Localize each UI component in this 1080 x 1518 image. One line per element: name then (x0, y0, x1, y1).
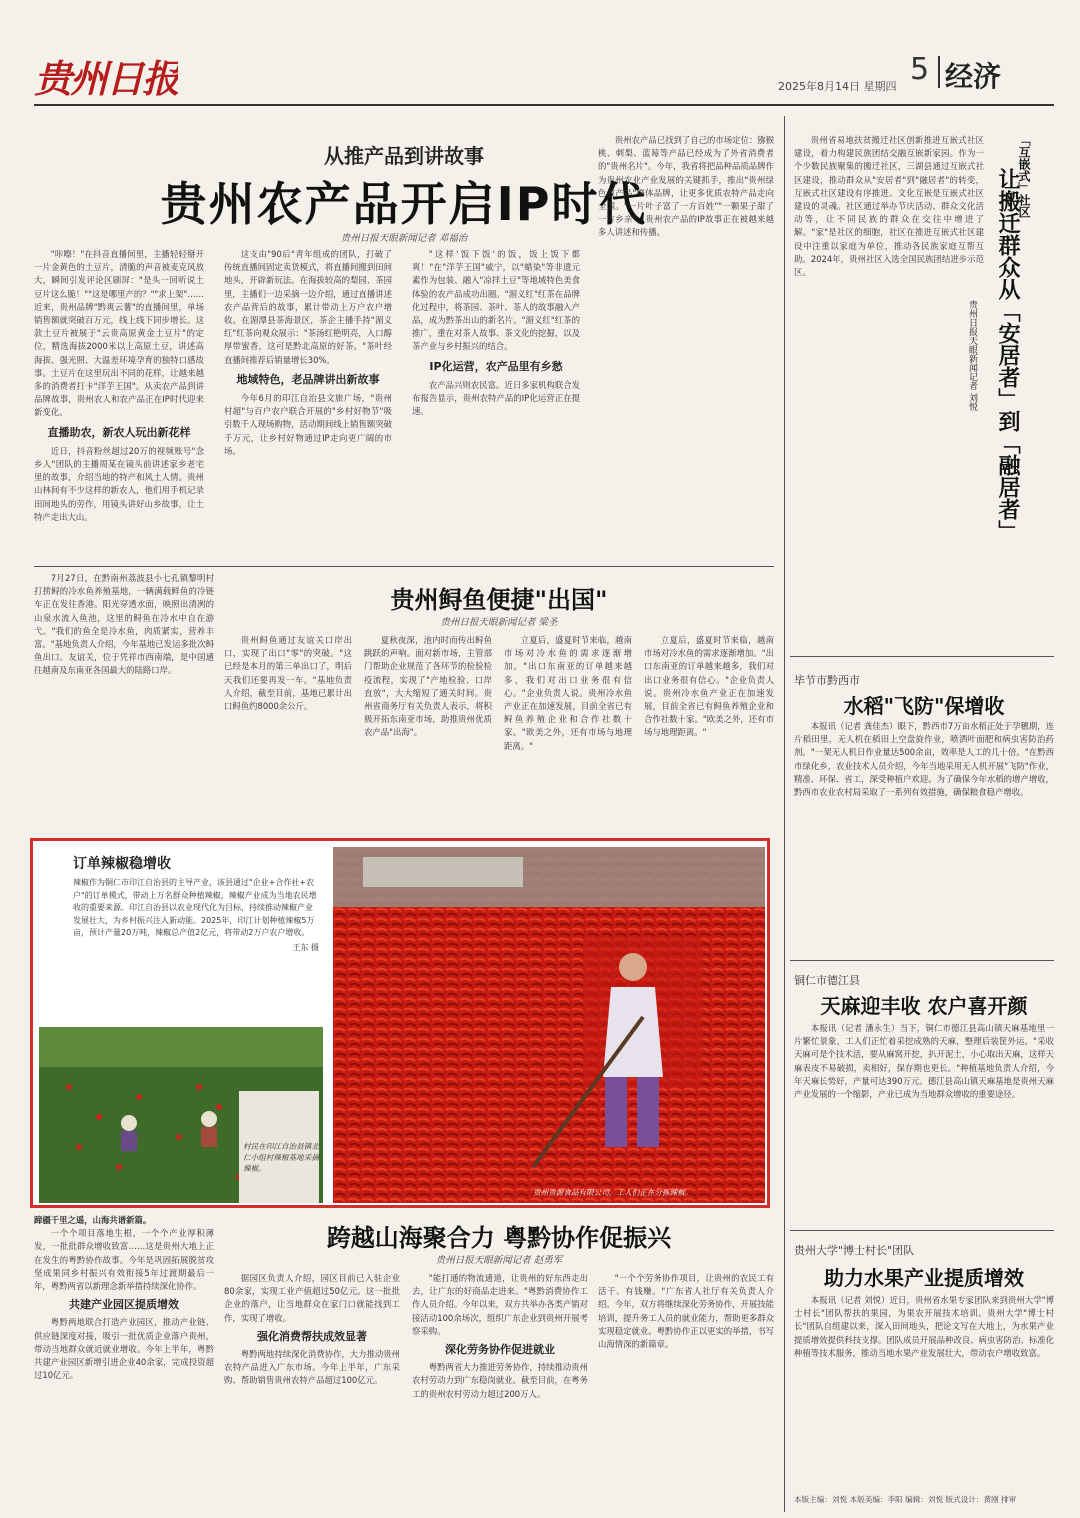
coop-column-1 (34, 1214, 214, 1514)
coop-col1b-text: 粤黔两地联合打造产业园区，推动产业链、供应链深度对接，吸引一批优质企业落户贵州，带动当地群众就近就业增收。今年上半年，粤黔共建产业园区新增引进企业40余家，完成投资超过10亿元。 (34, 1317, 214, 1381)
fish-headline: 贵州鲟鱼便捷"出国" (390, 586, 608, 614)
lead-col3-text: "这样'饭下饭'的饭，饭上饭下都爽！"在"洋芋王国"威宁，以"蜡染"等非遗元素作为包装、融入"凉拌土豆"等地域特色美食体验的农产品成功出圈。"湄义红"红茶在品牌化过程中，将茶园、茶叶、茶人的故事融入产品，成为黔茶出山的新名片。"湄义红"红茶的推广，重在对茶人故事、茶文化的挖掘，以及茶产业与乡村振兴的结合。 (412, 249, 580, 352)
lead-column-3 (412, 248, 580, 560)
lead-column-2 (224, 248, 392, 560)
coop-byline: 贵州日报天眼新闻记者 赵勇军 (435, 1255, 563, 1266)
chili-title: 订单辣椒稳增收 (73, 856, 171, 872)
coop-col2-text: 据园区负责人介绍，园区目前已入驻企业80余家，实现工业产值超过50亿元。这一批批企业的落户，让当地群众在家门口就能找到工作，实现了增收。 (224, 1273, 400, 1323)
side1-byline: 贵州日报天眼新闻记者 刘悦 (967, 300, 977, 411)
fish-column-2 (224, 634, 352, 832)
issue-date: 2025年8月14日 星期四 (778, 80, 897, 93)
chili-feature-box (30, 838, 770, 1208)
side2-headline: 水稻"飞防"保增收 (843, 694, 1005, 718)
page-footer-credits: 本版主编：刘悦 本版美编：李阳 编辑：刘悦 版式设计：黄刚 排审 (794, 1495, 1017, 1504)
side2-text (794, 720, 1054, 950)
chili-drying-photo (333, 847, 765, 1203)
side1-headline: 让搬迁群众从「安居者」到「融居者」 (995, 168, 1020, 542)
coop-col3-subhead: 深化劳务协作促进就业 (445, 1343, 555, 1357)
side4-headline: 助力水果产业提质增效 (824, 1266, 1024, 1290)
side4-text (794, 1294, 1054, 1484)
lead-col1-subhead: 直播助农，新农人玩出新花样 (47, 425, 191, 439)
lead-byline: 贵州日报天眼新闻记者 邓福治 (340, 233, 468, 244)
section-name: 经济 (945, 60, 1002, 93)
lead-col2-text: 这支由"90后"青年组成的团队，打破了传统直播间固定卖货模式，将直播间搬到田间地头，开辟新玩法。在海拔较高的梨园、茶园里，主播们一边采摘一边介绍，通过直播讲述农产品背后的故事，累计带动上万户农户增收。在湄潭县茶海景区，茶企主播手持"湄义红"红茶向观众展示："茶汤红艳明亮，入口醇厚带蜜香，这可是黔北高原的好茶。"茶叶经直播间推荐后销量增长30%。 (224, 249, 392, 365)
field-photo-caption: 村民在印江自治县镇北仁小组村辣椒基地采摘辣椒。 (243, 1142, 319, 1173)
lead-kicker: 从推产品到讲故事 (324, 144, 484, 168)
coop-col1-text: 一个个项目落地生根，一个个产业厚积薄发，一批批群众增收致富……这是贵州大地上正在发生的粤黔协作故事。今年是巩固拓展脱贫攻坚成果同乡村振兴有效衔接5年过渡期最后一年，粤黔两省以新理念新举措持续深化协作。 (34, 1228, 214, 1292)
fish-col1-text: 7月27日，在黔南州荔波县小七孔镇黎明村打捞鲟的冷水鱼养殖基地，一辆满载鲜鱼的冷链车正在发往香港。阳光穿透水面，映照出清冽的山泉水流入鱼池，这里的鲟鱼在冷水中自在游弋。"我们的鱼全是冷水鱼，肉质紧实，营养丰富。"基地负责人介绍，今年基地已发运多批次鲟鱼出口。友谊关，位于凭祥市西南端，是中国通往越南及东南亚各国最大的陆路口岸。 (34, 573, 214, 676)
lead-bottom-rule (34, 566, 774, 567)
fish-byline: 贵州日报天眼新闻记者 梁圣 (440, 617, 558, 628)
chili-photo-caption: 贵州贵源食品有限公司，工人们正在分拣辣椒。 (533, 1188, 693, 1197)
side3-body: 本报讯（记者 潘永生）当下，铜仁市德江县高山镇天麻基地里一片繁忙景象，工人们正忙着采挖成熟的天麻，整理后装筐外运。"采收天麻可是个技术活，要从麻窝开挖，扒开泥土，小心取出天麻，这样天麻表皮不易破损，卖相好，保存期也更长。"种植基地负责人介绍，今年天麻长势好，产量可达390万元。德江县高山镇天麻基地是贵州天麻产业发展的一个缩影，产业已成为当地群众增收的重要途径。 (794, 1023, 1054, 1100)
side-rule-3 (790, 1230, 1054, 1231)
lead-column-1 (34, 248, 204, 560)
lead-column-4 (598, 134, 774, 560)
side4-label: 贵州大学"博士村长"团队 (794, 1244, 915, 1257)
fish-col3-text: 夏秋夜深，池内时而传出鲟鱼跳跃的声响。面对新市场，主管部门帮助企业规范了各环节的检验检疫流程，实现了"产地检验、口岸直放"，大大缩短了通关时间。贵州省商务厅有关负责人表示，将积极开拓东南亚市场，助推贵州优质农产品"出海"。 (364, 635, 492, 738)
side-rule-1 (790, 656, 1054, 657)
lead-col2-subhead: 地域特色，老品牌讲出新故事 (236, 372, 380, 386)
fish-col4-text: 立夏后，盛夏时节来临，越南市场对冷水鱼的需求逐渐增加。"出口东南亚的订单越来越多，我们对出口业务很有信心。"企业负责人说。贵州冷水鱼产业正在加速发展，目前全省已有鲟鱼养殖企业和合作社数十家。"欧美之外，还有市场与地理距离。" (504, 635, 632, 751)
lead-col1-text: "咔嚓！"在抖音直播间里，主播轻轻掰开一片金黄色的土豆片，清脆的声音被麦克风放大，瞬间引发评论区刷屏："是头一回听说土豆片这么脆！""这是哪里产的？""求上架"……近来，贵州品牌"黔爽云薯"的直播间里，单场销售额就突破百万元，线上线下同步增长。这款土豆片被展于"云贵高原黄金土豆片"的定位，精选海拔2000米以上高原土豆，讲述高海拔、强光照、大温差环境孕育的独特口感故事。土豆片在这里玩出不同的花样，让越来越多的消费者打卡"洋芋王国"。从卖农产品到讲品牌故事，贵州农人和农产品正在IP时代迎来新变化。 (34, 249, 204, 418)
newspaper-logo: 贵州日报 (34, 56, 179, 101)
side3-text (794, 1022, 1054, 1222)
coop-headline: 跨越山海聚合力 粤黔协作促振兴 (326, 1224, 672, 1252)
fish-column-1 (34, 572, 214, 832)
top-rule (34, 104, 1054, 106)
lead-col4-text: 贵州农产品已找到了自己的市场定位：猕猴桃、刺梨、蓝莓等产品已经成为了外省消费者的"贵州名片"。今年，我省将把品种品质品牌作为贵州农业产业发展的关键抓手，推出"贵州绿色农产品"整体品牌，让更多优质农特产品走向全国。"一片叶子富了一方百姓""一颗果子甜了一方乡亲"，贵州农产品的IP故事正在被越来越多人讲述和传播。 (598, 135, 774, 238)
coop-col3b-text: 粤黔两省大力推进劳务协作，持续推动贵州农村劳动力到广东稳岗就业。截至目前，在粤务工的贵州农村劳动力超过200万人。 (412, 1362, 588, 1399)
coop-col2b-text: 粤黔两地持续深化消费协作，大力推动贵州农特产品进入广东市场。今年上半年，广东采购、帮助销售贵州农特产品超过100亿元。 (224, 1349, 400, 1386)
chili-text (73, 877, 319, 954)
fish-column-5 (644, 634, 774, 832)
side3-headline: 天麻迎丰收 农户喜开颜 (820, 994, 1028, 1018)
fish-col5-text: 立夏后，盛夏时节来临，越南市场对冷水鱼的需求逐渐增加。"出口东南亚的订单越来越多，我们对出口业务很有信心。"企业负责人说。贵州冷水鱼产业正在加速发展，目前全省已有鲟鱼养殖企业和合作社数十家。"欧美之外，还有市场与地理距离。" (644, 635, 774, 738)
coop-column-4 (598, 1272, 774, 1512)
lead-col1b-text: 近日，抖音粉丝超过20万的视频账号"念乡人"团队的主播周某在镜头前讲述家乡老宅里的故事，介绍当地的特产和风土人情。贵州山林间有不少这样的新农人，他们用手机记录田间地头的劳作，用镜头讲好山乡故事，让土特产走出大山。 (34, 445, 204, 522)
section-divider (938, 56, 940, 88)
page-number: 5 (910, 52, 930, 87)
fish-column-3 (364, 634, 492, 832)
fish-column-4 (504, 634, 632, 832)
coop-col1-lead: 蹄疆千里之遥，山海共谱新篇。 (34, 1215, 152, 1225)
side2-label: 毕节市黔西市 (794, 674, 860, 687)
side1-body: 贵州省易地扶贫搬迁社区创新推进互嵌式社区建设，着力构建民族团结交融互嵌新家园。作为一个少数民族聚集的搬迁社区，三湖县通过互嵌式社区建设，推动群众从"安居者"到"融居者"的转变，互嵌式社区建设有序推进。文化互嵌是互嵌式社区建设的灵魂。社区通过举办节庆活动、群众文化活动等，让不同民族的群众在交往中增进了解。"家"是社区的细胞，社区在推进互嵌式社区建设中注重以家庭为单位，推动各民族家庭互帮互助。2024年，贵州社区入选全国民族团结进步示范区。 (794, 135, 984, 278)
chili-author: 王东 摄 (292, 942, 319, 952)
side1-text (794, 134, 984, 650)
coop-col2-subhead: 强化消费帮扶成效显著 (257, 1329, 367, 1343)
lead-col3b-text: 农产品兴则农民富。近日多家机构联合发布报告显示，贵州农特产品的IP化运营正在提速。 (412, 379, 580, 417)
chili-body: 辣椒作为铜仁市印江自治县的主导产业，该县通过"企业+合作社+农户"的订单模式，带动上万名群众种植辣椒，辣椒产业成为当地农民增收的重要来源。印江自治县以农业现代化为目标，持续推动辣椒产业发展壮大，为乡村振兴注入新动能。2025年，印江计划种植辣椒5万亩，预计产量20万吨，辣椒总产值2亿元，将带动2万户农户增收。 (73, 878, 317, 937)
coop-col1-subhead: 共建产业园区提质增效 (69, 1298, 179, 1312)
coop-col3-text: "能打通的物流通道，让贵州的好东西走出去，让广东的好商品走进来。"粤黔消费协作工作人员介绍。今年以来，双方共举办各类产销对接活动100余场次，组织广东企业到贵州开展考察采购。 (412, 1273, 588, 1336)
coop-column-2 (224, 1272, 400, 1512)
coop-col4-text: "一个个劳务协作项目，让贵州的农民工有活干、有钱赚。"广东省人社厅有关负责人介绍。今年，双方将继续深化劳务协作，开展技能培训，提升务工人员的就业能力，帮助更多群众实现稳定就业。粤黔协作正以更实的举措，书写山海情深的新篇章。 (598, 1273, 774, 1350)
side4-body: 本报讯（记者 刘悦）近日，贵州省水果专家团队来到贵州大学"博士村长"团队帮扶的果园，为果农开展技术培训。贵州大学"博士村长"团队自组建以来，深入田间地头，把论文写在大地上，为水果产业提质增效提供科技支撑。团队成员开展品种改良、病虫害防治、标准化种植等技术服务，推动当地水果产业发展壮大，带动农户增收致富。 (794, 1295, 1054, 1358)
lead-col2b-text: 今年6月的印江自治县文旅广场，"贵州村超"与百户农户联合开展的"乡村好物节"吸引数千人现场购物，活动期间线上销售额突破千万元，让乡村好物通过IP走向更广阔的市场。 (224, 393, 392, 456)
column-separator (784, 116, 785, 1512)
lead-col3-subhead: IP化运营，农产品里有乡愁 (429, 359, 563, 373)
lead-headline: 贵州农产品开启IP时代 (160, 177, 648, 228)
side3-label: 铜仁市德江县 (794, 974, 860, 987)
coop-column-3 (412, 1272, 588, 1512)
side-rule-2 (790, 960, 1054, 961)
side2-body: 本报讯（记者 龚佳杰）眼下，黔西市7万亩水稻正处于孕穗期，连片稻田里，无人机在稻田上空盘旋作业，喷洒叶面肥和病虫害防治药剂。"一架无人机日作业量达500余亩，效率是人工的几十倍。"在黔西市绿化乡，农业技术人员介绍，今年当地采用无人机开展"飞防"作业，精准、环保、省工，深受种植户欢迎。为了确保今年水稻的增产增收，黔西市农业农村局采取了一系列有效措施，确保粮食稳产增收。 (794, 721, 1054, 798)
fish-col2-text: 贵州鲟鱼通过友谊关口岸出口，实现了出口"零"的突破。"这已经是本月的第三单出口了，明后天我们还要再发一车。"基地负责人介绍，截至目前，基地已累计出口鲟鱼约8000余公斤。 (224, 635, 352, 712)
chili-field-photo (39, 1027, 323, 1203)
side1-vertical-kicker: 「互嵌式」社区 (1017, 134, 1031, 218)
